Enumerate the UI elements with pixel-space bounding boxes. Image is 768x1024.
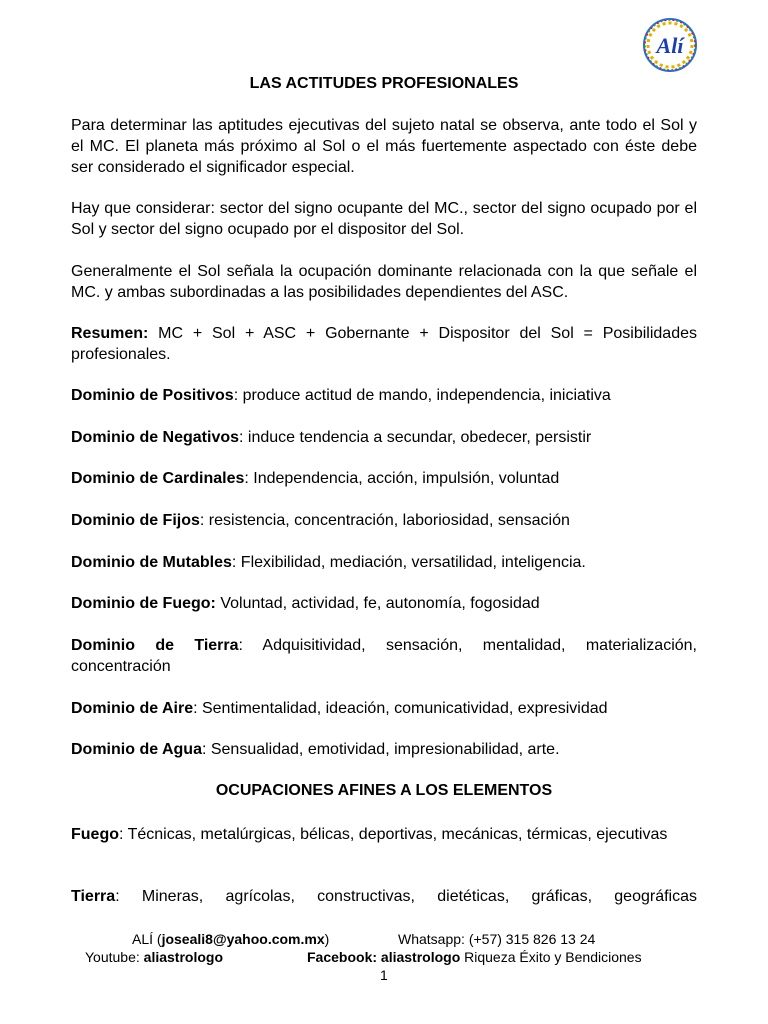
dominio-text: : produce actitud de mando, independencia, iniciativa (233, 387, 611, 404)
resumen-text: MC + Sol + ASC + Gobernante + Dispositor del Sol = Posibilidades profesionales. (71, 325, 697, 363)
footer-youtube-handle: aliastrologo (139, 949, 223, 965)
footer-contact-email (132, 930, 329, 948)
intro-paragraph-3: Generalmente el Sol señala la ocupación dominante relacionada con la que señale el MC. y ambas subordinadas a las posibilidades dependientes del ASC. (71, 263, 697, 301)
dominio-label: Dominio de Negativos (71, 429, 240, 446)
footer-facebook-line (307, 948, 642, 966)
footer-facebook: Facebook: aliastrologo (307, 949, 461, 965)
dominio-text: : resistencia, concentración, laboriosidad, sensación (199, 512, 570, 529)
dominio-item (71, 552, 697, 573)
dominio-text: : Adquisitividad, sensación, mentalidad, materialización, concentración (71, 637, 697, 675)
dominio-text: : induce tendencia a secundar, obedecer, persistir (239, 429, 592, 446)
footer-paren: ( (153, 931, 162, 947)
page-title: LAS ACTITUDES PROFESIONALES (249, 75, 519, 92)
dominio-label: Dominio de Agua (71, 741, 202, 758)
dominio-text: : Sentimentalidad, ideación, comunicatividad, expresividad (193, 700, 608, 717)
dominio-text: Voluntad, actividad, fe, autonomía, fogosidad (215, 595, 540, 612)
dominio-item (71, 427, 697, 448)
ocupacion-item (71, 886, 697, 907)
page-number: 1 (380, 967, 388, 983)
dominio-item (71, 739, 697, 760)
logo-text: Alí (656, 33, 684, 58)
ocupacion-label: Fuego (71, 826, 119, 843)
dominio-label: Dominio de Mutables (71, 554, 232, 571)
dominio-text: : Independencia, acción, impulsión, voluntad (244, 470, 560, 487)
dominio-item (71, 468, 697, 489)
dominio-item (71, 385, 697, 406)
footer-name: ALÍ (132, 931, 154, 947)
footer-paren: ) (324, 931, 330, 947)
footer-motto: Riqueza Éxito y Bendiciones (460, 949, 642, 965)
dominio-label: Dominio de Cardinales (71, 470, 245, 487)
resumen-paragraph (71, 323, 697, 365)
dominio-label: Dominio de Fuego: (71, 595, 216, 612)
ocupacion-label: Tierra (71, 888, 116, 905)
footer-whatsapp: Whatsapp: (+57) 315 826 13 24 (398, 931, 596, 947)
dominio-text: : Flexibilidad, mediación, versatilidad, inteligencia. (231, 554, 586, 571)
dominio-item (71, 510, 697, 531)
footer-email: joseali8@yahoo.com.mx (161, 931, 325, 947)
dominio-label: Dominio de Fijos (71, 512, 200, 529)
dominio-item (71, 698, 697, 719)
ocupacion-text: : Técnicas, metalúrgicas, bélicas, deportivas, mecánicas, térmicas, ejecutivas (119, 826, 668, 843)
dominio-label: Dominio de Tierra (71, 637, 239, 654)
intro-paragraph-1: Para determinar las aptitudes ejecutivas del sujeto natal se observa, ante todo el Sol y el MC. El planeta más próximo al Sol o el más fuertemente aspectado con éste debe ser considerado el significador especial. (71, 117, 697, 176)
dominio-item (71, 593, 697, 614)
dominio-label: Dominio de Positivos (71, 387, 234, 404)
footer-youtube-label: Youtube: (85, 949, 140, 965)
dominio-label: Dominio de Aire (71, 700, 194, 717)
dominio-item (71, 635, 697, 677)
intro-paragraph-2: Hay que considerar: sector del signo ocupante del MC., sector del signo ocupado por el Sol y sector del signo ocupado por el dispositor del Sol. (71, 200, 697, 238)
footer-youtube (85, 948, 223, 966)
ocupacion-text: : Mineras, agrícolas, constructivas, dietéticas, gráficas, geográficas (115, 888, 697, 905)
dominio-text: : Sensualidad, emotividad, impresionabilidad, arte. (201, 741, 560, 758)
ocupacion-item (71, 824, 697, 845)
ali-logo (642, 17, 698, 73)
resumen-label: Resumen: (71, 325, 149, 342)
section-subtitle: OCUPACIONES AFINES A LOS ELEMENTOS (215, 782, 553, 799)
